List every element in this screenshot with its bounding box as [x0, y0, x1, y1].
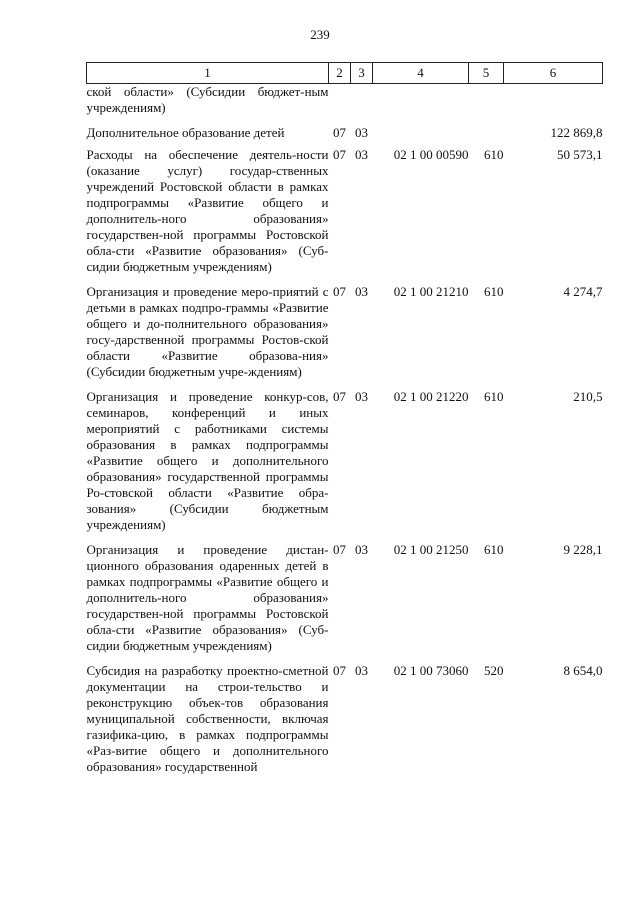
row-amount: 50 573,1: [557, 147, 603, 162]
header-col-4: 4: [373, 63, 469, 84]
row-target-article: [373, 125, 469, 141]
budget-table: [86, 62, 603, 775]
row-section: 07: [333, 663, 346, 678]
row-amount: 210,5: [573, 389, 603, 404]
continuation-row: [87, 84, 603, 117]
table-row: [87, 542, 603, 654]
row-amount: 8 654,0: [563, 663, 603, 678]
row-name: Организация и проведение конкур-сов, семинаров, конференций и иных мероприятий с работниками системы образования в рамках подпрограммы «Развитие общего и дополнительного образования» государственной программы Ро-стовской области «Развитие обра-зования» (Субсидии бюджетным учреждениям): [86, 389, 329, 532]
table-row: [87, 147, 603, 275]
row-target-article: 02 1 00 00590: [393, 147, 469, 162]
row-expense-type: 610: [484, 147, 504, 162]
row-expense-type: 610: [484, 542, 504, 557]
header-col-3: 3: [351, 63, 373, 84]
row-subsection: 03: [355, 542, 368, 557]
table-row: [87, 284, 603, 380]
row-subsection: 03: [355, 284, 368, 299]
row-target-article: 02 1 00 21250: [393, 542, 469, 557]
header-col-1: 1: [87, 63, 329, 84]
header-row: [87, 63, 603, 84]
page-number: 239: [310, 27, 330, 42]
row-name: Расходы на обеспечение деятель-ности (оказание услуг) государ-ственных учреждений Ростовской области в рамках подпрограммы «Развитие общего и дополнитель-ного образования» государствен-ной программы Ростовской обла-сти «Развитие образования» (Суб-сидии бюджетным учреждениям): [86, 147, 329, 274]
row-section: 07: [333, 125, 346, 140]
row-target-article: 02 1 00 21210: [393, 284, 469, 299]
header-col-2: 2: [329, 63, 351, 84]
row-subsection: 03: [355, 147, 368, 162]
row-expense-type: 610: [484, 389, 504, 404]
table-header: [87, 63, 603, 84]
row-expense-type: 610: [484, 284, 504, 299]
table-row: [87, 125, 603, 141]
header-col-5: 5: [469, 63, 504, 84]
row-name: Организация и проведение дистан-ционного образования одаренных детей в рамках подпрограммы «Развитие общего и дополнитель-ного образования» государствен-ной программы Ростовской обла-сти «Развитие образования» (Суб-сидии бюджетным учреждениям): [86, 542, 329, 653]
row-subsection: 03: [355, 663, 368, 678]
continuation-text: ской области» (Субсидии бюджет-ным учреждениям): [86, 84, 329, 115]
row-amount: 4 274,7: [563, 284, 603, 299]
row-subsection: 03: [355, 389, 368, 404]
row-name: Организация и проведение меро-приятий с детьми в рамках подпро-граммы «Развитие общего и до-полнительного образования» госу-дарственной программы Ростов-ской области «Развитие образова-ния» (Субсидии бюджетным учре-ждениям): [86, 284, 329, 379]
row-section: 07: [333, 389, 346, 404]
row-name: Субсидия на разработку проектно-сметной документации на строи-тельство и реконструкцию объек-тов образования муниципальной собственности, включая газифика-цию, в рамках подпрограммы «Раз-витие общего и дополнительного образования» государственной: [86, 663, 329, 774]
header-col-6: 6: [504, 63, 603, 84]
row-target-article: 02 1 00 21220: [393, 389, 469, 404]
row-expense-type: [469, 125, 504, 141]
row-amount: 122 869,8: [550, 125, 603, 140]
row-section: 07: [333, 542, 346, 557]
table-body: [87, 84, 603, 776]
row-amount: 9 228,1: [563, 542, 603, 557]
row-name: Дополнительное образование детей: [86, 125, 285, 140]
table-row: [87, 663, 603, 775]
row-section: 07: [333, 147, 346, 162]
row-expense-type: 520: [484, 663, 504, 678]
row-section: 07: [333, 284, 346, 299]
row-subsection: 03: [355, 125, 368, 140]
table-row: [87, 389, 603, 533]
row-target-article: 02 1 00 73060: [393, 663, 469, 678]
